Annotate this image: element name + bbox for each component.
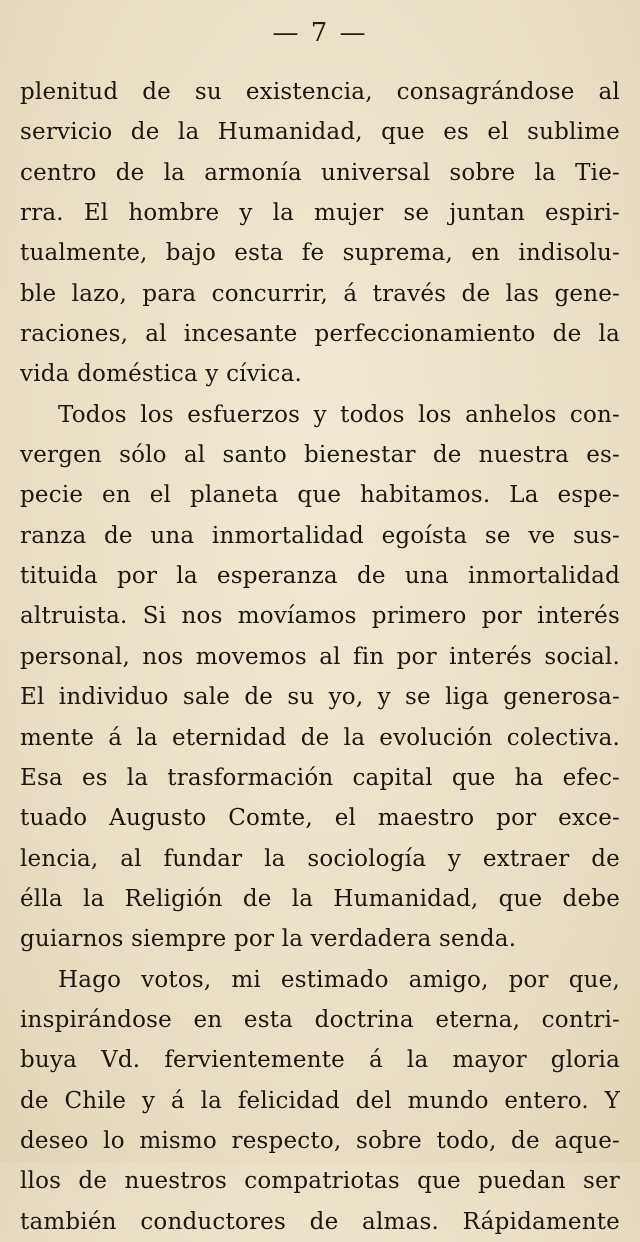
text-line: lencia, al fundar la sociología y extraer de: [20, 845, 620, 872]
text-line: buya Vd. fervientemente á la mayor gloria: [20, 1047, 620, 1074]
text-line: plenitud de su existencia, consagrándose al: [20, 79, 620, 105]
text-line: Esa es la trasformación capital que ha efec-: [20, 764, 620, 791]
text-line: Todos los esfuerzos y todos los anhelos con-: [58, 401, 620, 428]
text-line: inspirándose en esta doctrina eterna, contri-: [20, 1006, 620, 1033]
text-line: de Chile y á la felicidad del mundo entero. Y: [20, 1087, 620, 1114]
paragraph-3: [20, 960, 620, 1242]
paragraph-1: [20, 72, 620, 395]
text-line: El individuo sale de su yo, y se liga generosa-: [20, 684, 620, 711]
text-line: tituida por la esperanza de una inmortalidad: [20, 563, 620, 590]
text-line: mente á la eternidad de la evolución colectiva.: [20, 724, 620, 751]
text-line: Hago votos, mi estimado amigo, por que,: [58, 966, 620, 993]
text-line: tualmente, bajo esta fe suprema, en indisolu-: [20, 240, 620, 267]
text-line: guiarnos siempre por la verdadera senda.: [20, 926, 517, 953]
text-line: llos de nuestros compatriotas que puedan ser: [20, 1168, 620, 1195]
text-line: vergen sólo al santo bienestar de nuestra es-: [20, 442, 620, 469]
body-text: [20, 72, 620, 1242]
paragraph-2: [20, 395, 620, 960]
text-line: vida doméstica y cívica.: [20, 361, 302, 388]
page-number: — 7 —: [272, 18, 368, 48]
text-line: raciones, al incesante perfeccionamiento de la: [20, 321, 620, 348]
text-line: servicio de la Humanidad, que es el sublime: [20, 119, 620, 146]
text-line: personal, nos movemos al fin por interés social.: [20, 643, 620, 670]
text-line: élla la Religión de la Humanidad, que debe: [20, 885, 620, 912]
text-line: tuado Augusto Comte, el maestro por exce-: [20, 805, 620, 832]
text-line: rra. El hombre y la mujer se juntan espiri-: [20, 200, 620, 227]
text-line: deseo lo mismo respecto, sobre todo, de aque-: [20, 1127, 620, 1154]
text-line: ranza de una inmortalidad egoísta se ve sus-: [20, 522, 620, 549]
text-line: pecie en el planeta que habitamos. La espe-: [20, 482, 620, 509]
text-line: también conductores de almas. Rápidamente: [20, 1208, 620, 1235]
text-line: centro de la armonía universal sobre la Tie-: [20, 159, 620, 186]
text-line: altruista. Si nos movíamos primero por interés: [20, 603, 620, 630]
text-line: ble lazo, para concurrir, á través de las gene-: [20, 280, 620, 307]
